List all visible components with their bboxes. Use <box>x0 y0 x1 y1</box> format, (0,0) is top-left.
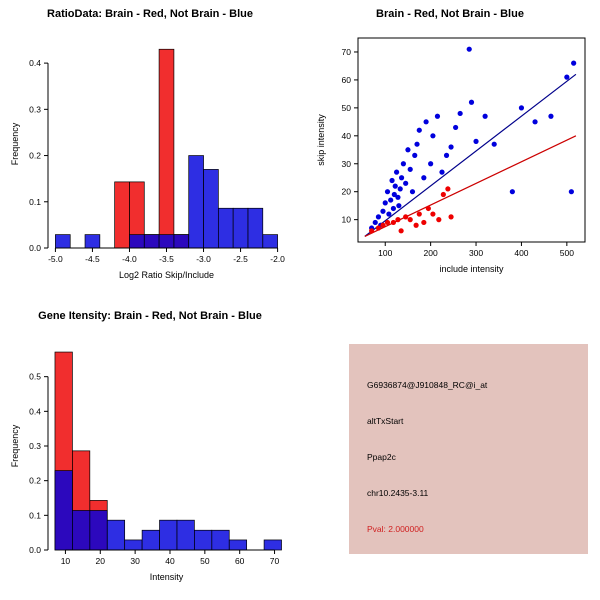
hist-intensity-title: Gene Itensity: Brain - Red, Not Brain - Blue <box>38 310 262 322</box>
histogram-bar <box>129 235 144 248</box>
scatter-point <box>380 223 385 228</box>
scatter-point <box>414 223 419 228</box>
axis-text: 0.5 <box>29 371 41 382</box>
histogram-bar <box>142 530 159 550</box>
scatter-point <box>421 220 426 225</box>
scatter-point <box>424 119 429 124</box>
scatter-point <box>435 114 440 119</box>
axis-text: skip intensity <box>316 114 326 166</box>
axis-text: 0.1 <box>29 196 41 207</box>
histogram-bar <box>55 235 70 248</box>
scatter-point <box>403 214 408 219</box>
scatter-point <box>492 142 497 147</box>
histogram-bar <box>204 169 219 248</box>
axis-text: 50 <box>200 556 210 566</box>
gene-info-line: G6936874@J910848_RC@i_at <box>367 380 488 390</box>
axis-text: 200 <box>423 248 438 258</box>
axis-text: Intensity <box>149 572 184 582</box>
scatter-point <box>571 61 576 66</box>
histogram-bar <box>264 540 281 550</box>
histogram-bar <box>160 520 177 550</box>
scatter-point <box>441 192 446 197</box>
histogram-bar <box>159 235 174 248</box>
scatter-point <box>532 119 537 124</box>
axis-text: 10 <box>341 214 351 225</box>
scatter-point <box>383 200 388 205</box>
gene-info-lines <box>349 344 588 534</box>
gene-info-box <box>349 344 588 554</box>
axis-text: -5.0 <box>48 254 63 264</box>
axis-text: Frequency <box>10 424 20 468</box>
scatter-point <box>376 225 381 230</box>
axis-text: 500 <box>559 248 574 258</box>
regression-line <box>365 74 576 236</box>
scatter-point <box>399 228 404 233</box>
scatter-point <box>385 189 390 194</box>
scatter-point <box>391 220 396 225</box>
histogram-bar <box>144 235 159 248</box>
gene-info-line: Pval: 2.000000 <box>367 524 424 534</box>
scatter-point <box>448 144 453 149</box>
scatter-point <box>396 203 401 208</box>
axis-text: 400 <box>514 248 529 258</box>
scatter-point <box>388 197 393 202</box>
histogram-bar <box>90 510 107 550</box>
histogram-bar <box>218 208 233 248</box>
axis-text: -2.5 <box>233 254 248 264</box>
scatter-point <box>386 211 391 216</box>
axis-text: 40 <box>341 130 351 141</box>
scatter-point <box>389 178 394 183</box>
histogram-bar <box>85 235 100 248</box>
scatter-point <box>444 153 449 158</box>
histogram-bar <box>212 530 229 550</box>
histogram-bar <box>159 49 174 248</box>
axis-text: 0.2 <box>29 150 41 161</box>
scatter-point <box>430 133 435 138</box>
axis-text: 70 <box>341 46 351 57</box>
gene-info-line: altTxStart <box>367 416 404 426</box>
scatter-point <box>373 220 378 225</box>
scatter-point <box>399 175 404 180</box>
axis-text: 0.3 <box>29 441 41 451</box>
scatter-point <box>408 217 413 222</box>
scatter-point <box>510 189 515 194</box>
axis-text: 60 <box>341 74 351 85</box>
panel-hist-intensity <box>0 310 300 600</box>
scatter-point <box>569 189 574 194</box>
axis-text: 20 <box>95 556 106 566</box>
axis-text: -4.5 <box>85 254 100 264</box>
hist-intensity-plot <box>0 322 300 594</box>
histogram-bar <box>115 182 130 248</box>
scatter-point <box>548 114 553 119</box>
axis-text: 0.1 <box>29 510 41 521</box>
gene-info-line: chr10.2435-3.11 <box>367 488 429 498</box>
axis-text: 0.0 <box>29 243 41 253</box>
plot-frame <box>358 38 585 242</box>
scatter-point <box>369 228 374 233</box>
axis-text: 70 <box>269 556 280 566</box>
panel-hist-ratio <box>0 8 300 298</box>
panel-scatter <box>300 8 600 298</box>
scatter-point <box>421 175 426 180</box>
scatter-point <box>403 181 408 186</box>
scatter-point <box>394 170 399 175</box>
histogram-bar <box>229 540 246 550</box>
histogram-bar <box>125 540 142 550</box>
axis-text: 300 <box>468 248 484 258</box>
axis-text: -2.0 <box>270 254 285 264</box>
scatter-point <box>401 161 406 166</box>
histogram-bar <box>194 530 211 550</box>
histogram-bar <box>55 471 72 550</box>
histogram-bar <box>233 208 248 248</box>
scatter-point <box>410 189 415 194</box>
scatter-point <box>436 217 441 222</box>
scatter-point <box>414 142 419 147</box>
scatter-title: Brain - Red, Not Brain - Blue <box>376 8 524 20</box>
histogram-bar <box>72 510 89 550</box>
scatter-point <box>564 75 569 80</box>
axis-text: 40 <box>165 556 175 566</box>
axis-text: -3.5 <box>159 254 174 264</box>
scatter-point <box>430 211 435 216</box>
scatter-point <box>458 111 463 116</box>
axis-text: 10 <box>60 556 71 566</box>
axis-text: 0.4 <box>29 406 41 417</box>
histogram-bar <box>177 520 194 550</box>
scatter-point <box>417 128 422 133</box>
scatter-point <box>448 214 453 219</box>
scatter-point <box>412 153 417 158</box>
scatter-plot <box>300 20 600 292</box>
scatter-point <box>473 139 478 144</box>
scatter-point <box>393 184 398 189</box>
axis-text: 100 <box>378 248 393 258</box>
axis-text: 0.0 <box>29 545 41 555</box>
scatter-point <box>467 47 472 52</box>
scatter-point <box>385 220 390 225</box>
histogram-bar <box>174 235 189 248</box>
scatter-point <box>445 186 450 191</box>
axis-text: 0.4 <box>29 58 41 69</box>
scatter-point <box>395 195 400 200</box>
scatter-point <box>398 186 403 191</box>
scatter-point <box>426 206 431 211</box>
scatter-point <box>395 217 400 222</box>
axis-text: -4.0 <box>122 254 137 264</box>
scatter-point <box>380 209 385 214</box>
axis-text: 60 <box>234 556 245 566</box>
scatter-point <box>469 100 474 105</box>
axis-text: 20 <box>341 186 351 197</box>
scatter-point <box>408 167 413 172</box>
gene-info-line: Ppap2c <box>367 452 396 462</box>
scatter-point <box>376 214 381 219</box>
hist-ratio-title: RatioData: Brain - Red, Not Brain - Blue <box>47 8 253 20</box>
histogram-bar <box>263 235 278 248</box>
scatter-point <box>519 105 524 110</box>
scatter-point <box>417 211 422 216</box>
axis-text: 0.3 <box>29 104 41 115</box>
histogram-bar <box>107 520 124 550</box>
histogram-bar <box>248 208 263 248</box>
axis-text: Frequency <box>10 122 20 166</box>
axis-text: -3.0 <box>196 254 211 264</box>
scatter-point <box>439 170 444 175</box>
scatter-point <box>428 161 433 166</box>
histogram-bar <box>189 156 204 248</box>
axis-text: Log2 Ratio Skip/Include <box>118 270 215 280</box>
axis-text: 30 <box>130 556 140 566</box>
axis-text: include intensity <box>439 264 504 274</box>
scatter-point <box>483 114 488 119</box>
axis-text: 0.2 <box>29 475 41 486</box>
axis-text: 50 <box>341 102 351 113</box>
hist-ratio-plot <box>0 20 300 292</box>
axis-text: 30 <box>341 158 351 169</box>
scatter-point <box>391 206 396 211</box>
scatter-point <box>405 147 410 152</box>
scatter-point <box>453 125 458 130</box>
